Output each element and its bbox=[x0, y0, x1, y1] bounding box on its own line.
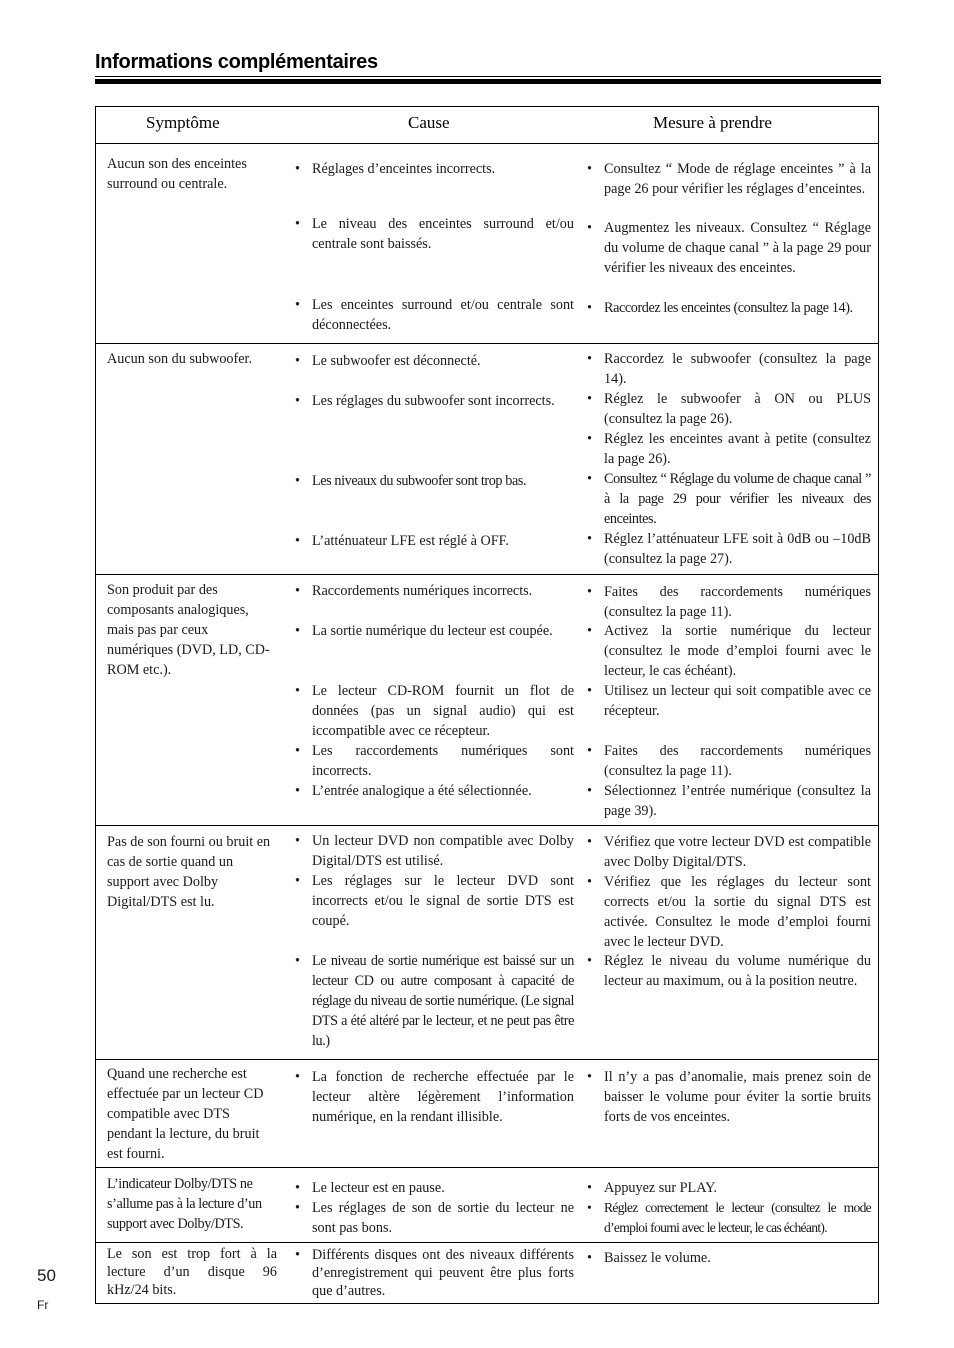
measure-item: • Il n’y a pas d’anomalie, mais prenez soin de baisser le volume pour éviter la sortie bruits forts de vos enceintes. bbox=[587, 1069, 871, 1125]
cause-item: • Différents disques ont des niveaux différents d’enregistrement qui peuvent être plus forts que d’autres. bbox=[295, 1247, 574, 1299]
measure-item: • Raccordez les enceintes (consultez la page 14). bbox=[587, 300, 853, 316]
troubleshooting-table bbox=[95, 106, 879, 1304]
cause-item: • Le lecteur CD-ROM fournit un flot de données (pas un signal audio) qui est iccompatible avec ce récepteur. bbox=[295, 683, 574, 739]
row-divider bbox=[96, 1167, 878, 1168]
measure-item: • Consultez “ Réglage du volume de chaque canal ” à la page 29 pour vérifier les niveaux des enceintes. bbox=[587, 471, 871, 527]
language-code: Fr bbox=[37, 1298, 49, 1312]
measure-item: • Appuyez sur PLAY. bbox=[587, 1180, 718, 1196]
cause-item: • Les raccordements numériques sont incorrects. bbox=[295, 743, 574, 779]
col-header-cause: Cause bbox=[408, 113, 450, 132]
cause-item: • Les enceintes surround et/ou centrale sont déconnectées. bbox=[295, 297, 574, 333]
cause-item: • Le niveau des enceintes surround et/ou centrale sont baissés. bbox=[295, 216, 574, 252]
measure-item: • Sélectionnez l’entrée numérique (consultez la page 39). bbox=[587, 783, 871, 819]
symptom-text: Pas de son fourni ou bruit en cas de sortie quand un support avec Dolby Digital/DTS est lu. bbox=[107, 834, 271, 910]
symptom-text: Son produit par des composants analogiques, mais pas par ceux numériques (DVD, LD, CD-ROM etc.). bbox=[107, 582, 270, 678]
measure-item: • Faites des raccordements numériques (consultez la page 11). bbox=[587, 743, 871, 779]
measure-item: • Réglez l’atténuateur LFE soit à 0dB ou –10dB (consultez la page 27). bbox=[587, 531, 871, 567]
symptom-text: L’indicateur Dolby/DTS ne s’allume pas à la lecture d’un support avec Dolby/DTS. bbox=[107, 1176, 262, 1232]
row-divider bbox=[96, 574, 878, 575]
measure-item: • Consultez “ Mode de réglage enceintes ” à la page 26 pour vérifier les réglages d’enceintes. bbox=[587, 161, 871, 197]
cause-item: • Un lecteur DVD non compatible avec Dolby Digital/DTS est utilisé. bbox=[295, 833, 574, 869]
row-divider bbox=[96, 1059, 878, 1060]
cause-item: • Les réglages du subwoofer sont incorrects. bbox=[295, 393, 555, 409]
cause-item: • L’entrée analogique a été sélectionnée. bbox=[295, 783, 532, 799]
measure-item: • Réglez correctement le lecteur (consultez le mode d’emploi fourni avec le lecteur, le cas échéant). bbox=[587, 1200, 871, 1235]
symptom-text: Quand une recherche est effectuée par un lecteur CD compatible avec DTS pendant la lecture, du bruit est fourni. bbox=[107, 1066, 264, 1162]
page-number: 50 bbox=[37, 1266, 56, 1285]
row-divider bbox=[96, 1242, 878, 1243]
measure-item: • Baissez le volume. bbox=[587, 1250, 711, 1266]
measure-item: • Raccordez le subwoofer (consultez la page 14). bbox=[587, 351, 871, 387]
row-divider bbox=[96, 343, 878, 344]
cause-item: • Le lecteur est en pause. bbox=[295, 1180, 445, 1196]
measure-item: • Vérifiez que votre lecteur DVD est compatible avec Dolby Digital/DTS. bbox=[587, 834, 871, 870]
row-divider bbox=[96, 825, 878, 826]
measure-item: • Faites des raccordements numériques (consultez la page 11). bbox=[587, 584, 871, 620]
measure-item: • Réglez les enceintes avant à petite (consultez la page 26). bbox=[587, 431, 871, 467]
measure-item: • Utilisez un lecteur qui soit compatible avec ce récepteur. bbox=[587, 683, 871, 719]
measure-item: • Réglez le subwoofer à ON ou PLUS (consultez la page 26). bbox=[587, 391, 871, 427]
measure-item: • Augmentez les niveaux. Consultez “ Réglage du volume de chaque canal ” à la page 29 pour vérifier les niveaux des enceintes. bbox=[587, 220, 871, 276]
measure-item: • Activez la sortie numérique du lecteur (consultez le mode d’emploi fourni avec le lecteur, le cas échéant). bbox=[587, 623, 871, 679]
cause-item: • Le niveau de sortie numérique est baissé sur un lecteur CD ou autre composant à capacité de réglage du niveau de sortie numérique. (Le signal DTS a été altéré par le lecteur, et ne peut pas être lu.) bbox=[295, 953, 574, 1049]
cause-item: • La sortie numérique du lecteur est coupée. bbox=[295, 623, 553, 639]
cause-item: • Les niveaux du subwoofer sont trop bas. bbox=[295, 473, 527, 489]
heading-rule-thin bbox=[95, 76, 881, 77]
cause-item: • Raccordements numériques incorrects. bbox=[295, 583, 533, 599]
cause-item: • Le subwoofer est déconnecté. bbox=[295, 353, 481, 369]
cause-item: • Les réglages de son de sortie du lecteur ne sont pas bons. bbox=[295, 1200, 574, 1236]
measure-item: • Vérifiez que les réglages du lecteur sont corrects et/ou la sortie du signal DTS est activée. Consultez le mode d’emploi fourni avec le lecteur DVD. bbox=[587, 874, 871, 950]
cause-item: • Réglages d’enceintes incorrects. bbox=[295, 161, 496, 177]
col-header-symptom: Symptôme bbox=[146, 113, 220, 132]
cause-item: • La fonction de recherche effectuée par le lecteur altère légèrement l’information numérique, en la rendant illisible. bbox=[295, 1069, 574, 1125]
heading-rule-thick bbox=[95, 79, 881, 84]
symptom-text: Aucun son des enceintes surround ou centrale. bbox=[107, 156, 247, 192]
table-header bbox=[96, 107, 878, 144]
cause-item: • Les réglages sur le lecteur DVD sont incorrects et/ou le signal de sortie DTS est coupé. bbox=[295, 873, 574, 929]
symptom-text: Le son est trop fort à la lecture d’un disque 96 kHz/24 bits. bbox=[107, 1246, 277, 1298]
measure-item: • Réglez le niveau du volume numérique du lecteur au maximum, ou à la position neutre. bbox=[587, 953, 871, 989]
page-heading: Informations complémentaires bbox=[95, 51, 378, 73]
symptom-text: Aucun son du subwoofer. bbox=[107, 351, 253, 367]
cause-item: • L’atténuateur LFE est réglé à OFF. bbox=[295, 533, 509, 549]
col-header-measure: Mesure à prendre bbox=[653, 113, 772, 132]
